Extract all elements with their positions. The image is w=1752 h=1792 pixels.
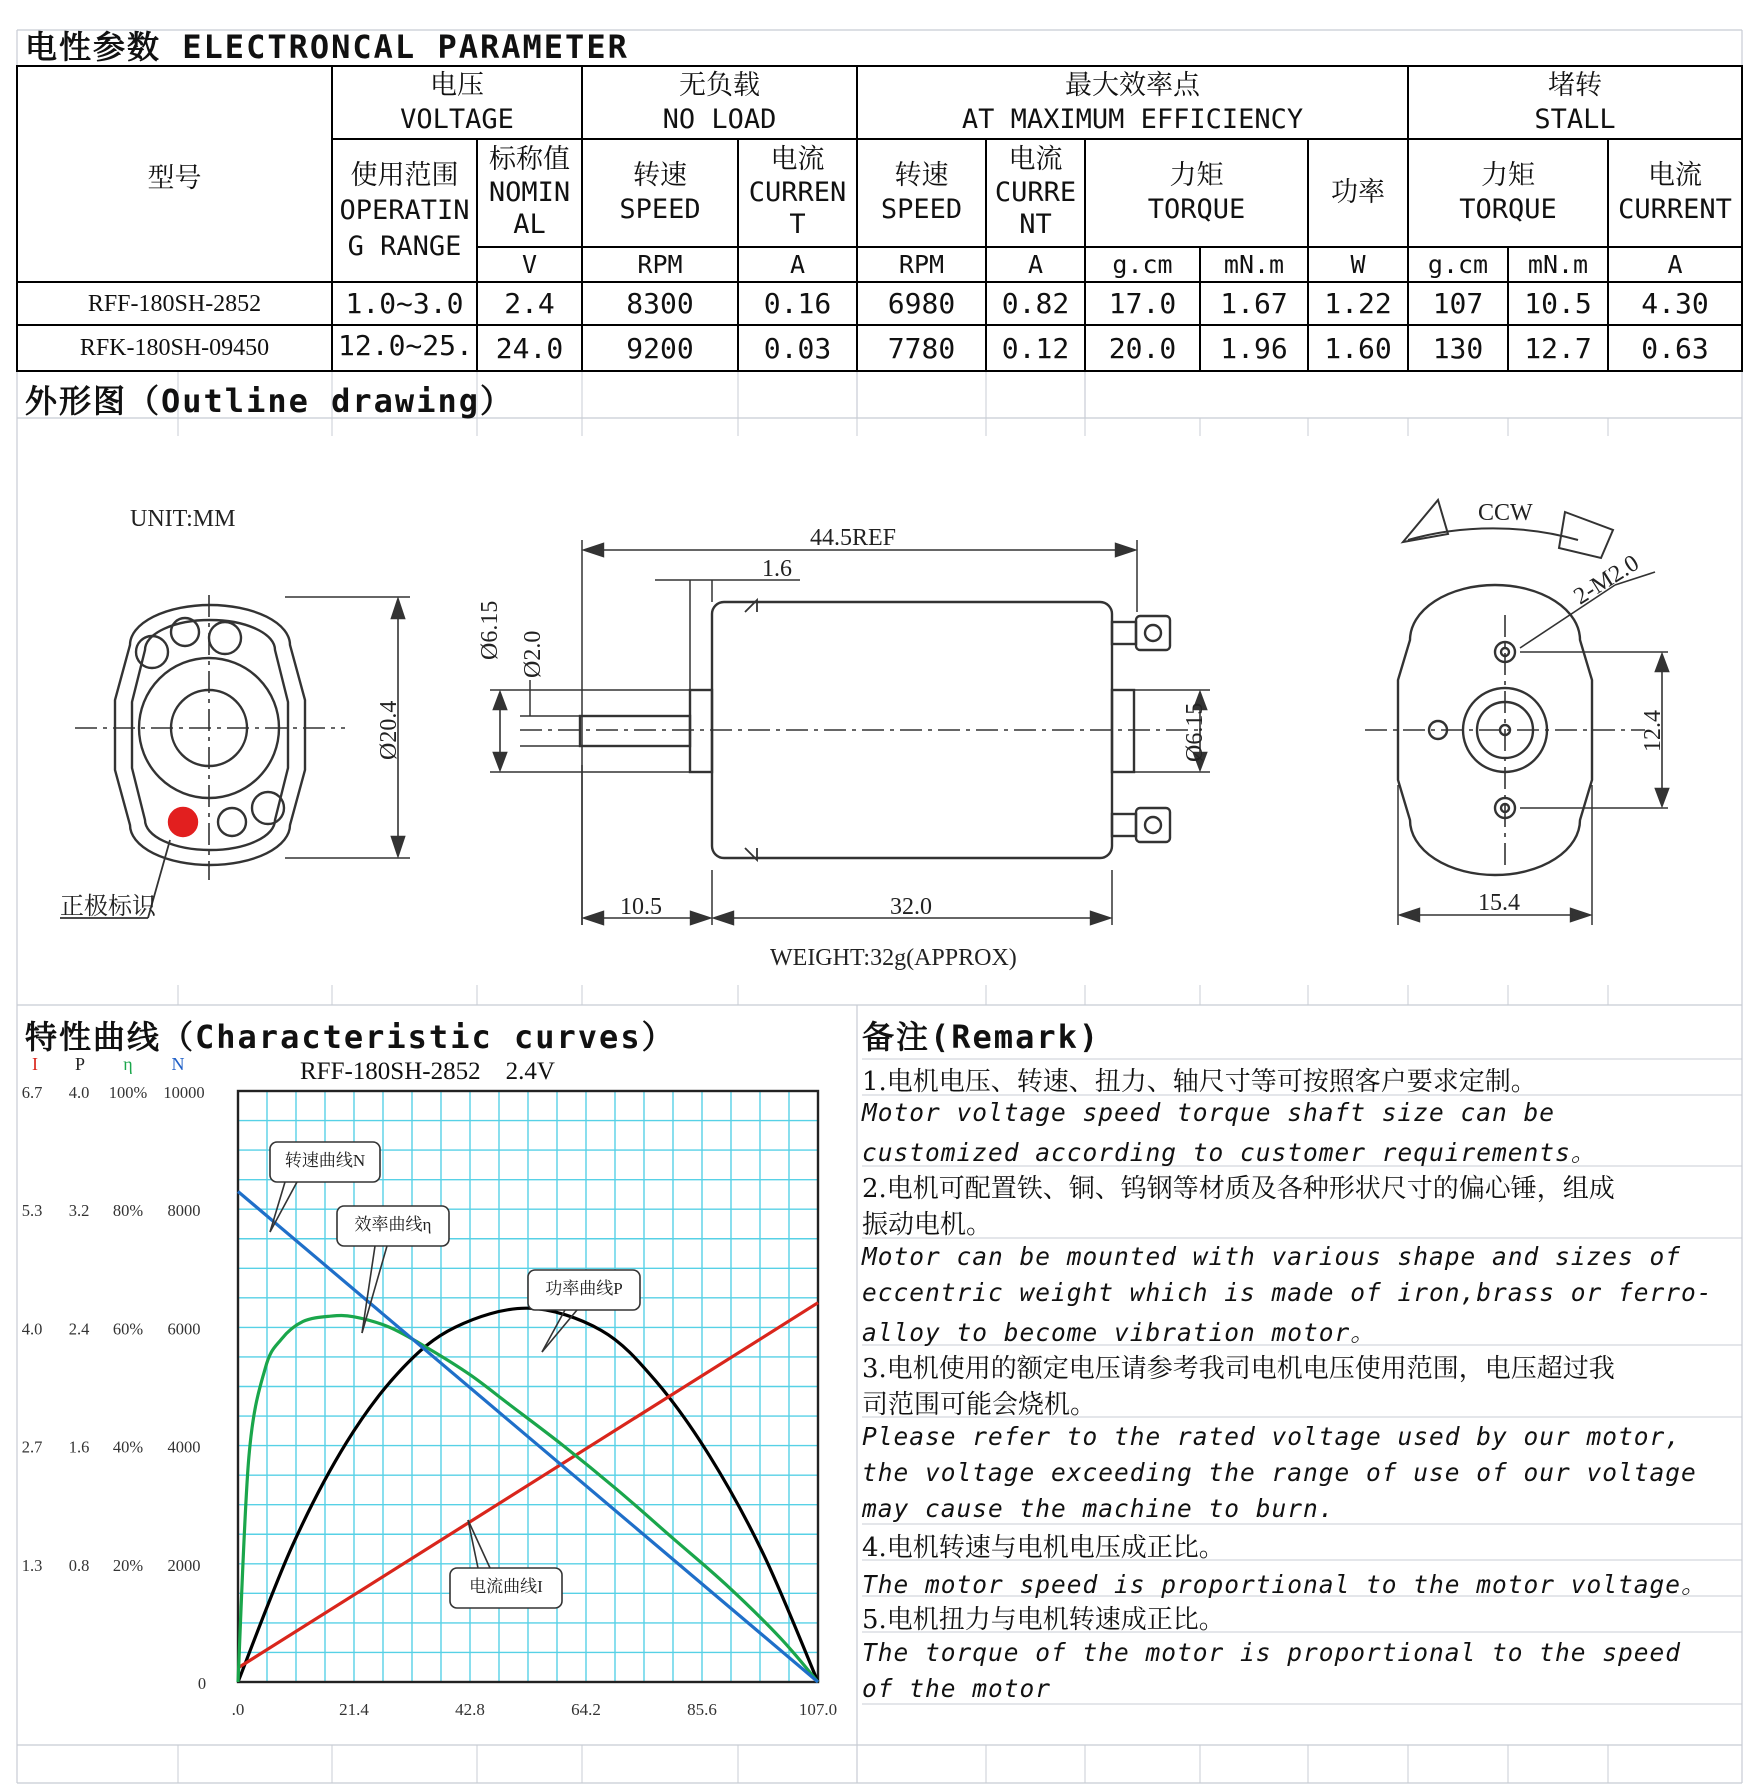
remark-3-en: the voltage exceeding the range of use of our voltage [862, 1458, 1697, 1487]
st-current-header-cn: 电流 [1648, 160, 1702, 192]
terminal [1136, 616, 1170, 650]
remark-4-cn: 4.电机转速与电机电压成正比。 [862, 1533, 1225, 1563]
y-tick-label: 0.8 [68, 1555, 90, 1575]
st-torque-header [1408, 139, 1608, 247]
dim-flat-width: 15.4 [1478, 890, 1520, 916]
row1-st-gcm: 107 [1432, 287, 1484, 320]
y-tick-label: 4.0 [21, 1319, 43, 1339]
y-tick-label: 3.2 [68, 1201, 90, 1221]
remark-2-cn: 振动电机。 [862, 1210, 993, 1240]
unit-gcm-2: g.cm [1427, 249, 1489, 279]
series-label: 电流曲线I [469, 1577, 543, 1596]
st-current-header [1608, 139, 1742, 247]
range-header [332, 143, 477, 279]
row2-me-speed: 7780 [887, 331, 956, 365]
dim-shaft-dia: Ø2.0 [520, 630, 546, 678]
screw-label: 2-M2.0 [1569, 550, 1644, 611]
terminal [1112, 814, 1136, 836]
dim-rear-boss-dia: Ø6.15 [1182, 702, 1208, 762]
nominal-header-en1: NOMIN [488, 176, 571, 208]
row1-model: RFF-180SH-2852 [87, 290, 262, 317]
row2-me-current: 0.12 [1001, 331, 1070, 365]
maxeff-header-cn: 最大效率点 [1065, 69, 1200, 101]
x-tick-label: .0 [231, 1700, 245, 1719]
noload-header-cn: 无负载 [679, 69, 760, 101]
me-current-header-en1: CURRE [994, 176, 1077, 208]
terminal-hole [136, 636, 168, 668]
x-tick-label: 107.0 [798, 1700, 838, 1719]
remark-3-cn: 3.电机使用的额定电压请参考我司电机电压使用范围，电压超过我 [862, 1354, 1615, 1384]
remark-3-en: Please refer to the rated voltage used by our motor, [862, 1422, 1682, 1451]
y-tick-label: 8000 [167, 1201, 201, 1221]
row2-st-mnm: 12.7 [1524, 331, 1592, 365]
row1-me-speed: 6980 [887, 287, 956, 320]
dim-front-dia: Ø20.4 [376, 700, 402, 760]
remark-3-cn: 司范围可能会烧机。 [862, 1390, 1097, 1420]
row1-me-w: 1.22 [1324, 287, 1392, 320]
outline-drawing [0, 420, 1752, 1000]
dim-boss-dia: Ø6.15 [477, 600, 503, 660]
me-current-header-cn: 电流 [1008, 144, 1063, 176]
y-tick-label: 6.7 [21, 1083, 43, 1102]
voltage-header [332, 66, 582, 139]
voltage-header-cn: 电压 [430, 69, 484, 101]
stall-header [1408, 66, 1742, 139]
axis-letter: η [123, 1054, 133, 1074]
remark-3-en: may cause the machine to burn. [862, 1494, 1335, 1523]
terminal-hole [209, 622, 241, 654]
remark-2-en: Motor can be mounted with various shape and sizes of [862, 1242, 1682, 1271]
y-tick-label: 4000 [167, 1437, 201, 1457]
unit-a-1: A [789, 249, 806, 279]
y-tick-label: 2000 [167, 1555, 201, 1575]
stall-header-en: STALL [1534, 103, 1616, 135]
unit-v: V [521, 249, 538, 279]
unit-rpm-2: RPM [898, 249, 945, 279]
me-current-header-en2: NT [1019, 209, 1052, 241]
unit-mnm-1: mN.m [1223, 249, 1285, 279]
row2-nl-speed: 9200 [626, 331, 694, 365]
remark-2-en: eccentric weight which is made of iron,brass or ferro- [862, 1278, 1713, 1307]
voltage-header-en: VOLTAGE [400, 103, 514, 135]
dim-body-len: 32.0 [890, 894, 932, 920]
y-tick-label: 80% [112, 1201, 144, 1221]
section-title-electrical: 电性参数 ELECTRONCAL PARAMETER [25, 28, 629, 66]
row1-nl-current: 0.16 [763, 287, 832, 320]
unit-mnm-2: mN.m [1527, 249, 1589, 279]
x-axis-labels [232, 1700, 838, 1719]
row1-st-a: 4.30 [1641, 287, 1709, 320]
st-current-header-en: CURRENT [1618, 194, 1732, 225]
dim-shaft-step: 1.6 [762, 556, 792, 582]
unit-gcm-1: g.cm [1112, 249, 1173, 279]
noload-header [582, 66, 857, 139]
y-tick-label: 6000 [167, 1319, 201, 1339]
y-tick-label: 1.6 [68, 1437, 90, 1457]
nl-speed-header-cn: 转速 [633, 160, 687, 192]
row1-nl-speed: 8300 [626, 287, 694, 320]
me-speed-header [857, 139, 986, 247]
axis-letters [32, 1054, 185, 1074]
unit-a-3: A [1667, 249, 1683, 279]
nl-current-header-en1: CURREN [748, 176, 847, 208]
maxeff-header [857, 66, 1408, 139]
axis-letter: N [171, 1054, 185, 1074]
remark-5-en: of the motor [862, 1674, 1052, 1703]
unit-label: UNIT:MM [130, 506, 236, 532]
me-speed-header-en: SPEED [880, 194, 963, 225]
nl-current-header-cn: 电流 [770, 144, 825, 176]
remark-2-en: alloy to become vibration motor。 [862, 1318, 1376, 1347]
remark-1-cn: 1.电机电压、转速、扭力、轴尺寸等可按照客户要求定制。 [862, 1067, 1537, 1097]
stall-header-cn: 堵转 [1548, 69, 1602, 101]
polarity-label: 正极标识 [60, 894, 156, 920]
front-view [60, 595, 410, 918]
terminal-hole [218, 808, 246, 836]
x-tick-label: 64.2 [571, 1700, 601, 1719]
front-view-inner [132, 620, 288, 850]
me-torque-header [1085, 139, 1308, 247]
dim-hole-spacing: 12.4 [1640, 710, 1666, 752]
y-tick-label: 40% [112, 1437, 144, 1457]
y-tick-label: 2.4 [68, 1319, 90, 1339]
remark-5-en: The torque of the motor is proportional to the speed [862, 1638, 1682, 1667]
row2-model: RFK-180SH-09450 [79, 335, 270, 361]
nominal-header [477, 139, 582, 247]
y-tick-label: 60% [112, 1319, 144, 1339]
x-tick-label: 85.6 [687, 1700, 717, 1719]
side-view [490, 540, 1210, 925]
series-label: 效率曲线η [354, 1215, 432, 1234]
noload-header-en: NO LOAD [662, 103, 777, 135]
model-header: 型号 [147, 163, 202, 195]
y-tick-label: 4.0 [68, 1083, 90, 1102]
y-tick-label: 10000 [163, 1083, 205, 1102]
y-tick-label: 2.7 [21, 1437, 43, 1457]
row2-me-w: 1.60 [1324, 331, 1392, 365]
section-title-outline: 外形图（Outline drawing） [25, 382, 514, 420]
nominal-header-cn: 标称值 [489, 144, 570, 176]
y-tick-label: 5.3 [21, 1201, 43, 1221]
series-label: 转速曲线N [284, 1151, 366, 1170]
shaft [580, 716, 690, 746]
weight-label: WEIGHT:32g(APPROX) [770, 945, 1017, 971]
y-tick-label: 1.3 [21, 1555, 43, 1575]
unit-rpm-1: RPM [637, 249, 683, 279]
range-header-cn: 使用范围 [350, 160, 459, 192]
terminal [1112, 622, 1136, 644]
nominal-header-en2: AL [513, 209, 546, 241]
row2-st-a: 0.63 [1641, 331, 1709, 365]
characteristic-chart [0, 1040, 857, 1740]
section-title-remark: 备注(Remark) [862, 1018, 1101, 1056]
nl-speed-header-en: SPEED [619, 194, 701, 225]
row1-me-gcm: 17.0 [1108, 287, 1177, 320]
row1-st-mnm: 10.5 [1524, 287, 1592, 320]
row1-nominal: 2.4 [504, 287, 555, 320]
maxeff-header-en: AT MAXIMUM EFFICIENCY [961, 103, 1304, 135]
rear-boss [1112, 690, 1134, 772]
unit-a-2: A [1027, 249, 1044, 279]
rotation-label: CCW [1478, 500, 1533, 526]
polarity-mark [169, 808, 197, 836]
y-tick-label: 0 [197, 1674, 207, 1693]
remark-4-en: The motor speed is proportional to the motor voltage。 [862, 1570, 1707, 1599]
axis-letter: P [74, 1054, 86, 1074]
range-header-en1: OPERATIN [339, 195, 470, 227]
row2-me-gcm: 20.0 [1108, 331, 1177, 365]
remark-1-en: customized according to customer requirements。 [862, 1138, 1597, 1167]
row1-me-mnm: 1.67 [1220, 287, 1288, 320]
me-speed-header-cn: 转速 [894, 160, 949, 192]
row2-nominal: 24.0 [495, 331, 564, 365]
dim-shaft-len: 10.5 [620, 894, 662, 920]
st-torque-header-en: TORQUE [1459, 194, 1557, 225]
y-tick-label: 20% [112, 1555, 144, 1575]
me-current-header [986, 139, 1085, 247]
axis-letter: I [32, 1054, 38, 1074]
me-power-header: 功率 [1331, 177, 1385, 209]
row2-me-mnm: 1.96 [1220, 331, 1288, 365]
y-axis-labels [22, 1083, 206, 1693]
me-torque-header-cn: 力矩 [1169, 160, 1224, 192]
remark-5-cn: 5.电机扭力与电机转速成正比。 [862, 1605, 1225, 1635]
st-torque-header-cn: 力矩 [1481, 160, 1535, 192]
x-tick-label: 42.8 [455, 1700, 485, 1719]
row1-range: 1.0~3.0 [345, 287, 464, 320]
unit-w: W [1350, 249, 1366, 279]
x-tick-label: 21.4 [339, 1700, 369, 1719]
row2-st-gcm: 130 [1432, 331, 1484, 365]
dim-length-ref: 44.5REF [810, 525, 897, 551]
y-tick-label: 100% [108, 1083, 148, 1102]
range-header-en2: G RANGE [347, 230, 462, 262]
row2-nl-current: 0.03 [763, 331, 832, 365]
series-label: 功率曲线P [545, 1279, 623, 1298]
front-boss [690, 690, 712, 772]
remark-1-en: Motor voltage speed torque shaft size can be [862, 1098, 1556, 1127]
nl-current-header-en2: T [789, 209, 806, 241]
chart-title: RFF-180SH-2852 2.4V [300, 1058, 555, 1085]
row2-range: 12.0~25. [338, 328, 473, 362]
remark-2-cn: 2.电机可配置铁、铜、钨钢等材质及各种形状尺寸的偏心锤，组成 [862, 1174, 1615, 1204]
terminal [1136, 808, 1170, 842]
nl-current-header [738, 139, 857, 247]
me-torque-header-en: TORQUE [1147, 194, 1246, 225]
row1-me-current: 0.82 [1001, 287, 1070, 320]
nl-speed-header [582, 139, 738, 247]
section-title-curves: 特性曲线（Characteristic curves） [25, 1018, 676, 1056]
